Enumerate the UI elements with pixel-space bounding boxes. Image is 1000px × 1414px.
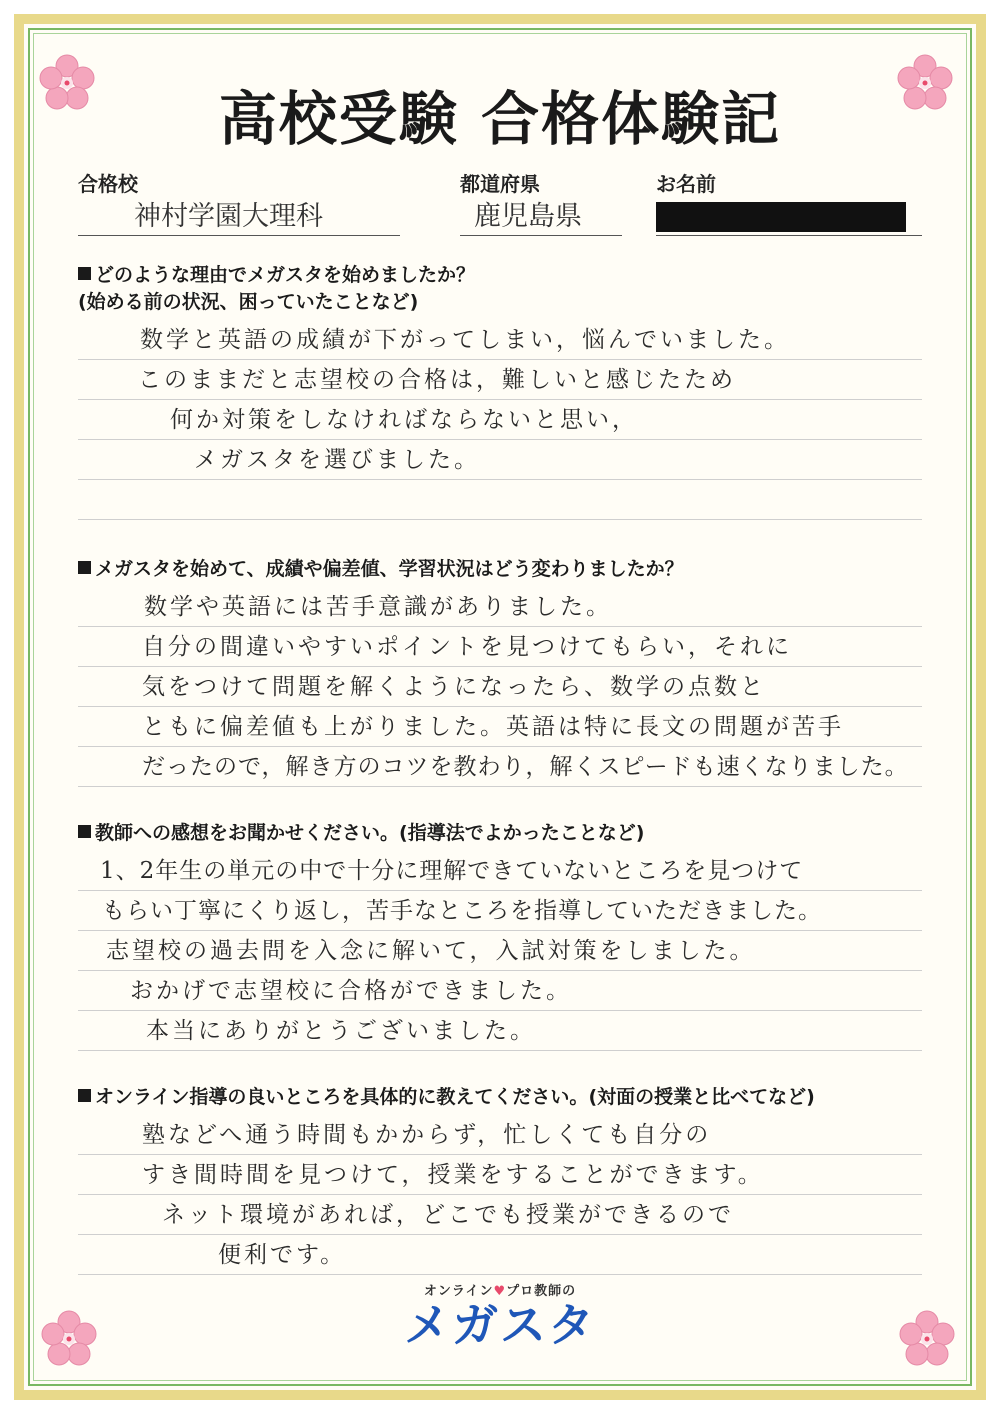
name-field — [656, 168, 716, 197]
section-question: オンライン指導の良いところを具体的に教えてください。(対面の授業と比べてなど) — [78, 1084, 922, 1111]
answer-lines — [78, 851, 922, 1051]
name-value — [656, 198, 922, 236]
answer-lines — [78, 1115, 922, 1275]
answer-line: すき間時間を見つけて，授業をすることができます。 — [78, 1155, 922, 1195]
answer-line: ネット環境があれば，どこでも授業ができるので — [78, 1195, 922, 1235]
answer-line: 何か対策をしなければならないと思い， — [78, 400, 922, 440]
section-change — [78, 556, 922, 787]
page-title: 高校受験 合格体験記 — [218, 85, 782, 153]
answer-line: ともに偏差値も上がりました。英語は特に長文の問題が苦手 — [78, 707, 922, 747]
answer-lines — [78, 320, 922, 520]
answer-line: もらい丁寧にくり返し，苦手なところを指導していただきました。 — [78, 891, 922, 931]
heart-icon: ♥ — [493, 1284, 507, 1299]
square-bullet-icon — [78, 825, 91, 838]
section-subquestion: (始める前の状況、困っていたことなど) — [78, 291, 419, 313]
answer-line: 数学と英語の成績が下がってしまい，悩んでいました。 — [78, 320, 922, 360]
square-bullet-icon — [78, 561, 91, 574]
square-bullet-icon — [78, 1089, 91, 1102]
brand-logo — [0, 1280, 1000, 1351]
answer-line: おかげで志望校に合格ができました。 — [78, 971, 922, 1011]
name-label: お名前 — [656, 172, 716, 196]
section-question: メガスタを始めて、成績や偏差値、学習状況はどう変わりましたか？ — [78, 556, 922, 583]
answer-line: メガスタを選びました。 — [78, 440, 922, 480]
answer-line: 気をつけて問題を解くようになったら、数学の点数と — [78, 667, 922, 707]
logo-name: メガスタ — [404, 1298, 596, 1352]
answer-line: 数学や英語には苦手意識がありました。 — [78, 587, 922, 627]
answer-line: 1、2年生の単元の中で十分に理解できていないところを見つけて — [78, 851, 922, 891]
section-question: 教師への感想をお聞かせください。(指導法でよかったことなど) — [78, 820, 922, 847]
answer-line: 本当にありがとうございました。 — [78, 1011, 922, 1051]
answer-line: 便利です。 — [78, 1235, 922, 1275]
prefecture-field — [460, 168, 582, 232]
prefecture-value: 鹿児島県 — [460, 198, 622, 236]
logo-tagline: オンライン♥プロ教師の — [423, 1284, 577, 1299]
answer-line: 塾などへ通う時間もかからず，忙しくても自分の — [78, 1115, 922, 1155]
answer-line: 志望校の過去問を入念に解いて，入試対策をしました。 — [78, 931, 922, 971]
section-online — [78, 1084, 922, 1275]
redaction-bar — [656, 202, 906, 232]
section-teacher — [78, 820, 922, 1051]
prefecture-label: 都道府県 — [460, 172, 540, 196]
answer-line: このままだと志望校の合格は，難しいと感じたため — [78, 360, 922, 400]
school-value: 神村学園大理科 — [78, 198, 400, 236]
section-reason — [78, 262, 922, 520]
section-question: どのような理由でメガスタを始めましたか？ — [78, 262, 922, 289]
answer-line: 自分の間違いやすいポイントを見つけてもらい，それに — [78, 627, 922, 667]
answer-line — [78, 480, 922, 520]
square-bullet-icon — [78, 267, 91, 280]
school-label: 合格校 — [78, 172, 138, 196]
answer-lines — [78, 587, 922, 787]
answer-line: だったので，解き方のコツを教わり，解くスピードも速くなりました。 — [78, 747, 922, 787]
school-field — [78, 168, 323, 232]
